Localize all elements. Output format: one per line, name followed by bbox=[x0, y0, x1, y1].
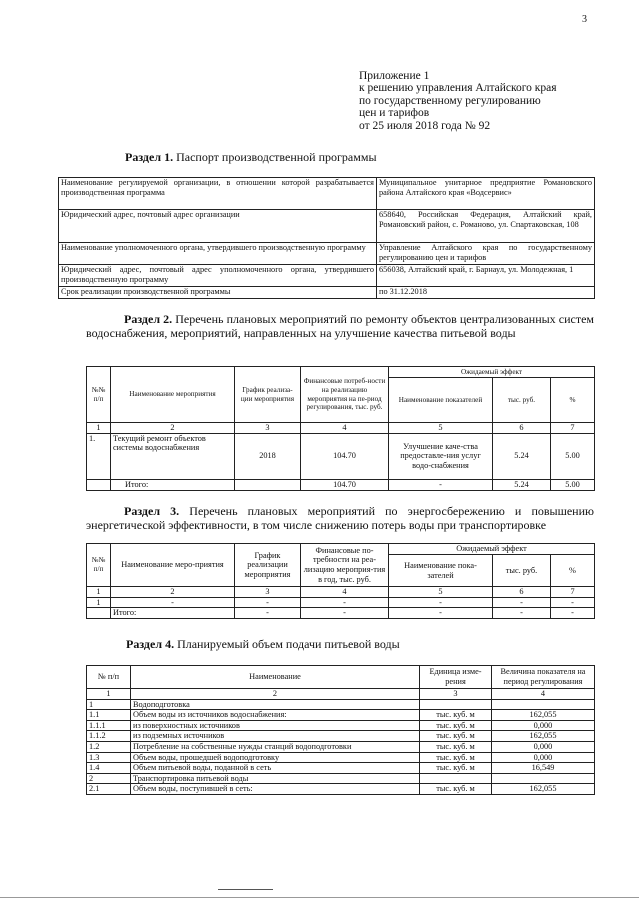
empty-cell bbox=[87, 479, 111, 490]
total-percent: 5.00 bbox=[551, 479, 595, 490]
total-indicator: - bbox=[389, 608, 493, 619]
total-schedule: - bbox=[235, 608, 301, 619]
table-header-row bbox=[87, 666, 595, 689]
cell-num: 1 bbox=[87, 597, 111, 608]
table-row bbox=[87, 752, 595, 763]
total-label: Итого: bbox=[111, 608, 235, 619]
column-number: 5 bbox=[389, 587, 493, 598]
table-row bbox=[87, 741, 595, 752]
col-header-name: Наименование меро-приятия bbox=[111, 544, 235, 587]
column-number: 3 bbox=[420, 689, 492, 700]
cell-percent: - bbox=[551, 597, 595, 608]
col-header-effect: Ожидаемый эффект bbox=[389, 367, 595, 378]
table-row bbox=[59, 265, 595, 287]
cell-thousand: 5.24 bbox=[493, 433, 551, 479]
water-volume-table bbox=[86, 665, 595, 795]
table-row bbox=[87, 710, 595, 721]
table-row bbox=[87, 433, 595, 479]
passport-label: Юридический адрес, почтовый адрес уполномоченного органа, утвердившего производственную программу bbox=[59, 265, 377, 287]
cell-name: из подземных источников bbox=[131, 731, 420, 742]
total-finance: - bbox=[301, 608, 389, 619]
col-header-schedule: График реализации мероприятия bbox=[235, 544, 301, 587]
cell-value bbox=[492, 773, 595, 784]
cell-value: 162,055 bbox=[492, 710, 595, 721]
column-number: 2 bbox=[131, 689, 420, 700]
appendix-line: от 25 июля 2018 года № 92 bbox=[359, 119, 491, 132]
cell-value bbox=[492, 699, 595, 710]
total-percent: - bbox=[551, 608, 595, 619]
total-finance: 104.70 bbox=[301, 479, 389, 490]
cell-unit: тыс. куб. м bbox=[420, 752, 492, 763]
total-thousand: 5.24 bbox=[493, 479, 551, 490]
cell-num: 1.1.1 bbox=[87, 720, 131, 731]
col-header-num: № п/п bbox=[87, 666, 131, 689]
table-row bbox=[59, 243, 595, 265]
table-total-row bbox=[87, 479, 595, 490]
cell-num: 1. bbox=[87, 433, 111, 479]
cell-finance: 104.70 bbox=[301, 433, 389, 479]
appendix-line: к решению управления Алтайского края bbox=[359, 82, 557, 95]
passport-value: по 31.12.2018 bbox=[377, 287, 595, 299]
col-header-num: №№ п/п bbox=[87, 367, 111, 423]
column-number: 4 bbox=[301, 423, 389, 434]
cell-name: Текущий ремонт объектов системы водоснабжения bbox=[111, 433, 235, 479]
scan-artifact-line bbox=[218, 889, 273, 890]
cell-value: 0,000 bbox=[492, 752, 595, 763]
passport-value: 656038, Алтайский край, г. Барнаул, ул. Молодежная, 1 bbox=[377, 265, 595, 287]
passport-table bbox=[58, 177, 595, 299]
col-header-percent: % bbox=[551, 555, 595, 587]
column-number: 2 bbox=[111, 587, 235, 598]
table-row bbox=[59, 210, 595, 243]
col-header-indicator: Наименование пока-зателей bbox=[389, 555, 493, 587]
passport-label: Наименование уполномоченного органа, утвердившего производственную программу bbox=[59, 243, 377, 265]
col-header-indicator: Наименование показателей bbox=[389, 378, 493, 423]
col-header-schedule: График реализа-ции мероприятия bbox=[235, 367, 301, 423]
column-number: 4 bbox=[301, 587, 389, 598]
appendix-block bbox=[359, 70, 557, 132]
cell-num: 1.1.2 bbox=[87, 731, 131, 742]
section2-heading: Раздел 2. Перечень плановых мероприятий по ремонту объектов централизованных систем водоснабжения, мероприятий, направленных на улучшение качества питьевой воды bbox=[86, 312, 594, 340]
col-header-thousand: тыс. руб. bbox=[493, 378, 551, 423]
cell-unit: тыс. куб. м bbox=[420, 784, 492, 795]
cell-name: Транспортировка питьевой воды bbox=[131, 773, 420, 784]
table-row bbox=[87, 699, 595, 710]
passport-label: Юридический адрес, почтовый адрес организации bbox=[59, 210, 377, 243]
table-row bbox=[87, 731, 595, 742]
col-header-finance: Финансовые потреб-ности на реализацию мероприятия на пе-риод регулирования, тыс. руб. bbox=[301, 367, 389, 423]
table-row bbox=[87, 784, 595, 795]
cell-num: 1.2 bbox=[87, 741, 131, 752]
column-number: 7 bbox=[551, 587, 595, 598]
table-row bbox=[87, 597, 595, 608]
cell-thousand: - bbox=[493, 597, 551, 608]
column-number: 1 bbox=[87, 423, 111, 434]
cell-name: Объем воды, поступившей в сеть: bbox=[131, 784, 420, 795]
total-label: Итого: bbox=[111, 479, 235, 490]
cell-value: 162,055 bbox=[492, 784, 595, 795]
cell-name: из поверхностных источников bbox=[131, 720, 420, 731]
cell-unit bbox=[420, 699, 492, 710]
column-number: 5 bbox=[389, 423, 493, 434]
cell-num: 1.4 bbox=[87, 763, 131, 774]
table-row bbox=[59, 178, 595, 210]
col-header-value: Величина показателя на период регулирования bbox=[492, 666, 595, 689]
cell-indicator: Улучшение каче-ства предоставле-ния услуг водо-снабжения bbox=[389, 433, 493, 479]
repair-measures-table bbox=[86, 366, 595, 491]
table-total-row bbox=[87, 608, 595, 619]
cell-num: 1 bbox=[87, 699, 131, 710]
cell-schedule: 2018 bbox=[235, 433, 301, 479]
col-header-finance: Финансовые по-требности на реа-лизацию мероприя-тия в год, тыс. руб. bbox=[301, 544, 389, 587]
cell-percent: 5.00 bbox=[551, 433, 595, 479]
column-number-row bbox=[87, 587, 595, 598]
appendix-line: Приложение 1 bbox=[359, 70, 430, 82]
table-row bbox=[59, 287, 595, 299]
cell-name: Объем воды из источников водоснабжения: bbox=[131, 710, 420, 721]
cell-finance: - bbox=[301, 597, 389, 608]
cell-unit bbox=[420, 773, 492, 784]
passport-value: Муниципальное унитарное предприятие Романовского района Алтайского края «Водсервис» bbox=[377, 178, 595, 210]
cell-indicator: - bbox=[389, 597, 493, 608]
passport-label: Наименование регулируемой организации, в отношении которой разрабатывается производственная программа bbox=[59, 178, 377, 210]
column-number-row bbox=[87, 423, 595, 434]
cell-name: Объем питьевой воды, поданной в сеть bbox=[131, 763, 420, 774]
table-header-row bbox=[87, 367, 595, 378]
cell-value: 162,055 bbox=[492, 731, 595, 742]
section4-heading: Раздел 4. Планируемый объем подачи питьевой воды bbox=[126, 637, 400, 651]
section1-heading: Раздел 1. Паспорт производственной программы bbox=[125, 150, 377, 164]
column-number: 1 bbox=[87, 587, 111, 598]
cell-value: 16,549 bbox=[492, 763, 595, 774]
table-row bbox=[87, 763, 595, 774]
column-number: 4 bbox=[492, 689, 595, 700]
cell-value: 0,000 bbox=[492, 720, 595, 731]
total-indicator: - bbox=[389, 479, 493, 490]
cell-num: 2 bbox=[87, 773, 131, 784]
appendix-line: по государственному регулированию bbox=[359, 94, 541, 107]
column-number: 7 bbox=[551, 423, 595, 434]
table-header-row bbox=[87, 544, 595, 555]
column-number: 6 bbox=[493, 587, 551, 598]
table-row bbox=[87, 720, 595, 731]
section3-heading: Раздел 3. Перечень плановых мероприятий по энергосбережению и повышению энергетической эффективности, в том числе снижению потерь воды при транспортировке bbox=[86, 504, 594, 532]
cell-num: 2.1 bbox=[87, 784, 131, 795]
passport-value: 658640, Российская Федерация, Алтайский край, Романовский район, с. Романово, ул. Спартаковская, 108 bbox=[377, 210, 595, 243]
cell-name: Потребление на собственные нужды станций водоподготовки bbox=[131, 741, 420, 752]
total-thousand: - bbox=[493, 608, 551, 619]
cell-name: Водоподготовка bbox=[131, 699, 420, 710]
cell-name: Объем воды, прошедшей водоподготовку bbox=[131, 752, 420, 763]
page-number: 3 bbox=[582, 14, 587, 25]
cell-name: - bbox=[111, 597, 235, 608]
column-number: 3 bbox=[235, 587, 301, 598]
passport-value: Управление Алтайского края по государственному регулированию цен и тарифов bbox=[377, 243, 595, 265]
col-header-unit: Единица изме-рения bbox=[420, 666, 492, 689]
cell-unit: тыс. куб. м bbox=[420, 731, 492, 742]
column-number-row bbox=[87, 689, 595, 700]
cell-value: 0,000 bbox=[492, 741, 595, 752]
col-header-name: Наименование bbox=[131, 666, 420, 689]
table-row bbox=[87, 773, 595, 784]
column-number: 2 bbox=[111, 423, 235, 434]
cell-unit: тыс. куб. м bbox=[420, 710, 492, 721]
col-header-effect: Ожидаемый эффект bbox=[389, 544, 595, 555]
col-header-name: Наименование мероприятия bbox=[111, 367, 235, 423]
appendix-line: цен и тарифов bbox=[359, 107, 430, 120]
passport-label: Срок реализации производственной программы bbox=[59, 287, 377, 299]
column-number: 3 bbox=[235, 423, 301, 434]
column-number: 6 bbox=[493, 423, 551, 434]
page-bottom-edge bbox=[0, 897, 639, 898]
cell-num: 1.3 bbox=[87, 752, 131, 763]
col-header-num: №№ п/п bbox=[87, 544, 111, 587]
cell-unit: тыс. куб. м bbox=[420, 741, 492, 752]
cell-unit: тыс. куб. м bbox=[420, 763, 492, 774]
col-header-thousand: тыс. руб. bbox=[493, 555, 551, 587]
energy-saving-table bbox=[86, 543, 595, 619]
cell-num: 1.1 bbox=[87, 710, 131, 721]
empty-cell bbox=[235, 479, 301, 490]
cell-schedule: - bbox=[235, 597, 301, 608]
empty-cell bbox=[87, 608, 111, 619]
column-number: 1 bbox=[87, 689, 131, 700]
cell-unit: тыс. куб. м bbox=[420, 720, 492, 731]
col-header-percent: % bbox=[551, 378, 595, 423]
